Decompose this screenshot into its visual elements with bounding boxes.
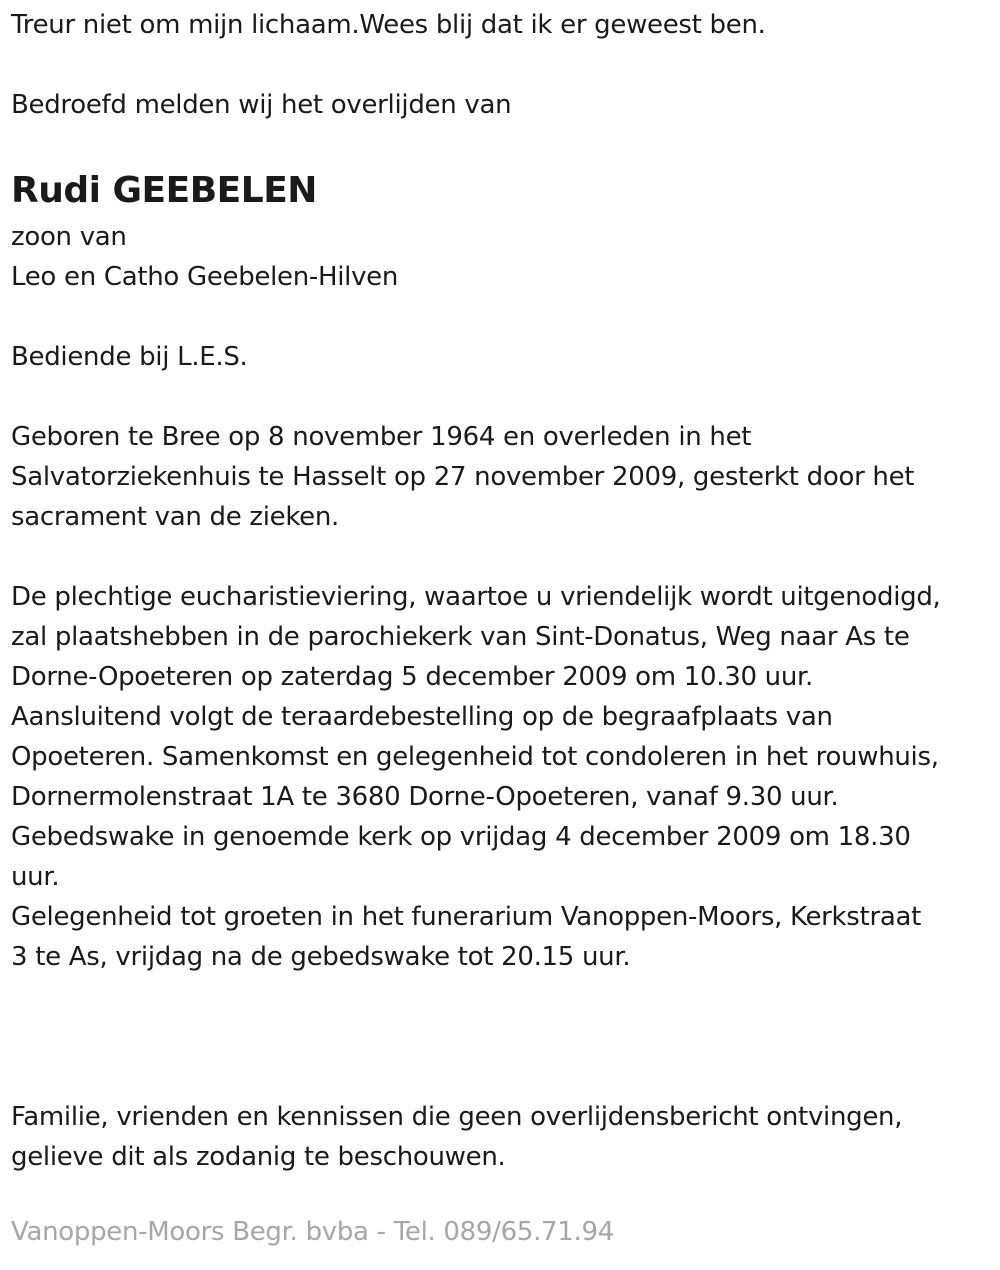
ceremony-line: Dornermolenstraat 1A te 3680 Dorne-Opoeteren, vanaf 9.30 uur.: [11, 782, 839, 812]
birth-death-line: Salvatorziekenhuis te Hasselt op 27 november 2009, gesterkt door het: [11, 462, 915, 492]
birth-death-line: sacrament van de zieken.: [11, 502, 340, 532]
closing-line: gelieve dit als zodanig te beschouwen.: [11, 1142, 506, 1172]
parents: Leo en Catho Geebelen-Hilven: [11, 262, 399, 292]
announcement: Bedroefd melden wij het overlijden van: [11, 90, 512, 120]
closing-paragraph: [11, 1097, 991, 1177]
ceremony-line: Dorne-Opoeteren op zaterdag 5 december 2009 om 10.30 uur.: [11, 662, 813, 692]
ceremony-paragraph: [11, 577, 991, 977]
spacer: [11, 297, 991, 337]
ceremony-line: 3 te As, vrijdag na de gebedswake tot 20.15 uur.: [11, 942, 631, 972]
spacer: [11, 45, 991, 85]
occupation: Bediende bij L.E.S.: [11, 342, 248, 372]
spacer: [11, 537, 991, 577]
birth-death-paragraph: [11, 417, 991, 537]
spacer: [11, 125, 991, 165]
ceremony-line: De plechtige eucharistieviering, waartoe u vriendelijk wordt uitgenodigd,: [11, 582, 941, 612]
birth-death-line: Geboren te Bree op 8 november 1964 en overleden in het: [11, 422, 752, 452]
ceremony-line: Aansluitend volgt de teraardebestelling op de begraafplaats van: [11, 702, 833, 732]
obituary-notice: [11, 5, 991, 1177]
ceremony-line: Gelegenheid tot groeten in het funerarium Vanoppen-Moors, Kerkstraat: [11, 902, 921, 932]
quote: Treur niet om mijn lichaam.Wees blij dat ik er geweest ben.: [11, 10, 766, 40]
closing-line: Familie, vrienden en kennissen die geen overlijdensbericht ontvingen,: [11, 1102, 903, 1132]
ceremony-line: uur.: [11, 862, 60, 892]
deceased-name: Rudi GEEBELEN: [11, 170, 317, 211]
spacer: [11, 377, 991, 417]
ceremony-line: zal plaatshebben in de parochiekerk van Sint-Donatus, Weg naar As te: [11, 622, 910, 652]
relation: zoon van: [11, 222, 127, 252]
ceremony-line: Opoeteren. Samenkomst en gelegenheid tot condoleren in het rouwhuis,: [11, 742, 939, 772]
spacer: [11, 977, 991, 1097]
ceremony-line: Gebedswake in genoemde kerk op vrijdag 4 december 2009 om 18.30: [11, 822, 911, 852]
undertaker-footer: Vanoppen-Moors Begr. bvba - Tel. 089/65.71.94: [11, 1217, 614, 1247]
